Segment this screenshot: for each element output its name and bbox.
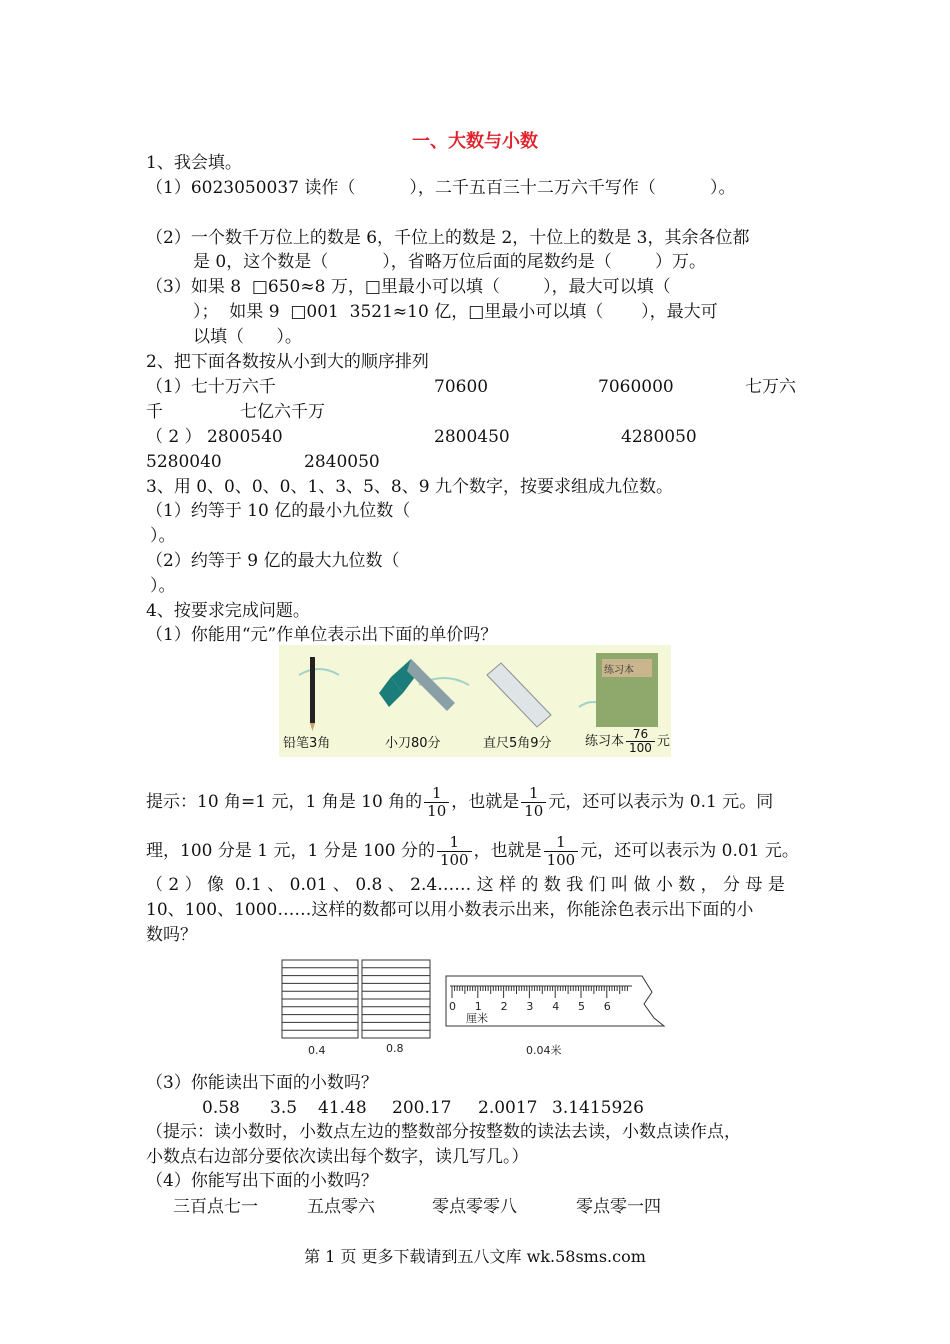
q3-part2: （2）约等于 9 亿的最大九位数（ <box>146 551 400 571</box>
q4-hint3-line2: 小数点右边部分要依次读出每个数字，读几写几。） <box>146 1147 529 1167</box>
q4-hint3-line1: （提示：读小数时，小数点左边的整数部分按整数的读法去读，小数点读作点， <box>146 1122 741 1142</box>
q4-part3: （3）你能读出下面的小数吗？ <box>146 1073 378 1093</box>
item-label-knife: 小刀80分 <box>385 736 441 751</box>
q2-row1-item1: （1）七十万六千 <box>146 377 276 397</box>
fraction-denominator: 100 <box>439 851 469 869</box>
q4-part2-line3: 数吗？ <box>146 925 197 945</box>
fraction-numerator: 1 <box>437 834 472 852</box>
fraction-denominator: 10 <box>524 802 544 820</box>
word-decimal-2: 五点零六 <box>307 1197 375 1217</box>
q1-heading: 1、我会填。 <box>146 153 242 173</box>
ruler-number: 2 <box>500 1000 508 1013</box>
word-decimal-4: 零点零一四 <box>576 1197 661 1217</box>
grids-and-ruler <box>276 948 668 1058</box>
ruler-number: 4 <box>552 1000 560 1013</box>
notebook-unit: 元 <box>656 734 670 749</box>
q3-heading: 3、用 0、0、0、0、1、3、5、8、9 九个数字，按要求组成九位数。 <box>146 477 673 497</box>
q2-row2-item4: 5280040 <box>146 452 222 472</box>
hint2-text-a: 理，100 分是 1 元，1 分是 100 分的 <box>146 841 435 861</box>
fraction-1-100 <box>437 834 472 869</box>
fraction-numerator: 1 <box>544 834 579 852</box>
hint2-text-c: 元，还可以表示为 0.01 元。 <box>580 841 799 861</box>
hint2-text-b: ，也就是 <box>473 841 542 861</box>
fraction-1-10 <box>521 785 546 820</box>
fraction-1-100 <box>544 834 579 869</box>
ruler-number: 1 <box>474 1000 482 1013</box>
q2-row1-item5: 千 <box>146 402 163 422</box>
q2-row1-item3: 7060000 <box>598 377 674 397</box>
grid-label-0-4: 0.4 <box>308 1044 326 1057</box>
hint-line1 <box>146 782 773 822</box>
fraction-1-10 <box>424 785 449 820</box>
notebook-cover-label: 练习本 <box>604 665 634 676</box>
price-items-illustration <box>279 645 671 757</box>
item-label-ruler: 直尺5角9分 <box>483 736 552 751</box>
q1-part2-line2: 是 0，这个数是（ ），省略万位后面的尾数约是（ ）万。 <box>193 252 706 272</box>
ruler-unit-label: 厘米 <box>466 1012 488 1025</box>
hint-line2 <box>146 831 799 871</box>
fraction-numerator: 1 <box>424 785 449 803</box>
page-footer: 第 1 页 更多下载请到五八文库 wk.58sms.com <box>304 1247 646 1266</box>
q1-part3-line3: 以填（ ）。 <box>193 327 302 347</box>
word-decimal-1: 三百点七一 <box>173 1197 258 1217</box>
grid-0-8 <box>362 960 430 1038</box>
fraction-numerator: 1 <box>521 785 546 803</box>
q1-part3-line2: ）； 如果 9 □001 3521≈10 亿，□里最小可以填（ ），最大可 <box>193 302 718 322</box>
q2-row1-item2: 70600 <box>434 377 489 397</box>
q3-part2-close: ）。 <box>150 576 176 596</box>
q4-part1: （1）你能用“元”作单位表示出下面的单价吗？ <box>146 625 498 645</box>
fraction-denominator: 10 <box>427 802 447 820</box>
ruler-number: 6 <box>603 1000 611 1013</box>
q2-row2-item2: 2800450 <box>434 427 510 447</box>
q4-part4: （4）你能写出下面的小数吗？ <box>146 1171 378 1191</box>
grid-label-0-8: 0.8 <box>386 1042 404 1055</box>
q4-part2-line2: 10、100、1000……这样的数都可以用小数表示出来，你能涂色表示出下面的小 <box>146 900 754 920</box>
q2-heading: 2、把下面各数按从小到大的顺序排列 <box>146 352 429 372</box>
fraction-denominator: 100 <box>629 741 652 755</box>
ruler-drawing <box>446 976 664 1026</box>
hint1-text-a: 提示：10 角=1 元，1 角是 10 角的 <box>146 792 423 812</box>
decimal-5: 2.0017 <box>478 1098 538 1118</box>
hint1-text-c: 元，还可以表示为 0.1 元。同 <box>548 792 774 812</box>
decimal-2: 3.5 <box>270 1098 298 1118</box>
fraction-numerator: 76 <box>626 728 655 742</box>
grid-0-4 <box>282 960 358 1038</box>
item-label-pencil: 铅笔3角 <box>283 736 331 751</box>
ruler-number: 3 <box>526 1000 534 1013</box>
q3-part1: （1）约等于 10 亿的最小九位数（ <box>146 501 411 521</box>
hint1-text-b: ，也就是 <box>451 792 520 812</box>
q2-row2-item5: 2840050 <box>304 452 380 472</box>
fraction-denominator: 100 <box>546 851 576 869</box>
q3-part1-close: ）。 <box>150 526 176 546</box>
q4-heading: 4、按要求完成问题。 <box>146 601 310 621</box>
decimal-1: 0.58 <box>202 1098 240 1118</box>
word-decimal-3: 零点零零八 <box>432 1197 517 1217</box>
section-title: 一、大数与小数 <box>412 131 538 152</box>
notebook-price-fraction <box>626 728 655 755</box>
ruler-number: 0 <box>449 1000 456 1013</box>
decimal-4: 200.17 <box>392 1098 452 1118</box>
q2-row1-item4: 七万六 <box>745 377 796 397</box>
ruler-number: 5 <box>578 1000 585 1013</box>
decimal-shading-illustration <box>276 948 668 1058</box>
q2-row1-item6: 七亿六千万 <box>240 402 325 422</box>
decimal-3: 41.48 <box>318 1098 367 1118</box>
ruler-label: 0.04米 <box>526 1044 562 1057</box>
q4-part2-line1: （ 2 ） 像 0.1 、 0.01 、 0.8 、 2.4…… 这 样 的 数 我 们 叫 做 小 数 ， 分 母 是 <box>146 875 785 895</box>
q1-part2-line1: （2）一个数千万位上的数是 6，千位上的数是 2，十位上的数是 3，其余各位都 <box>146 228 750 248</box>
decimal-6: 3.1415926 <box>552 1098 644 1118</box>
item-label-notebook <box>585 728 670 755</box>
q2-row2-item3: 4280050 <box>621 427 697 447</box>
q1-part3-line1: （3）如果 8 □650≈8 万，□里最小可以填（ ），最大可以填（ <box>146 277 671 297</box>
q1-part1: （1）6023050037 读作（ ），二千五百三十二万六千写作（ ）。 <box>146 178 736 198</box>
notebook-label: 练习本 <box>585 734 625 749</box>
q2-row2-item1: （ 2 ） 2800540 <box>146 427 283 447</box>
